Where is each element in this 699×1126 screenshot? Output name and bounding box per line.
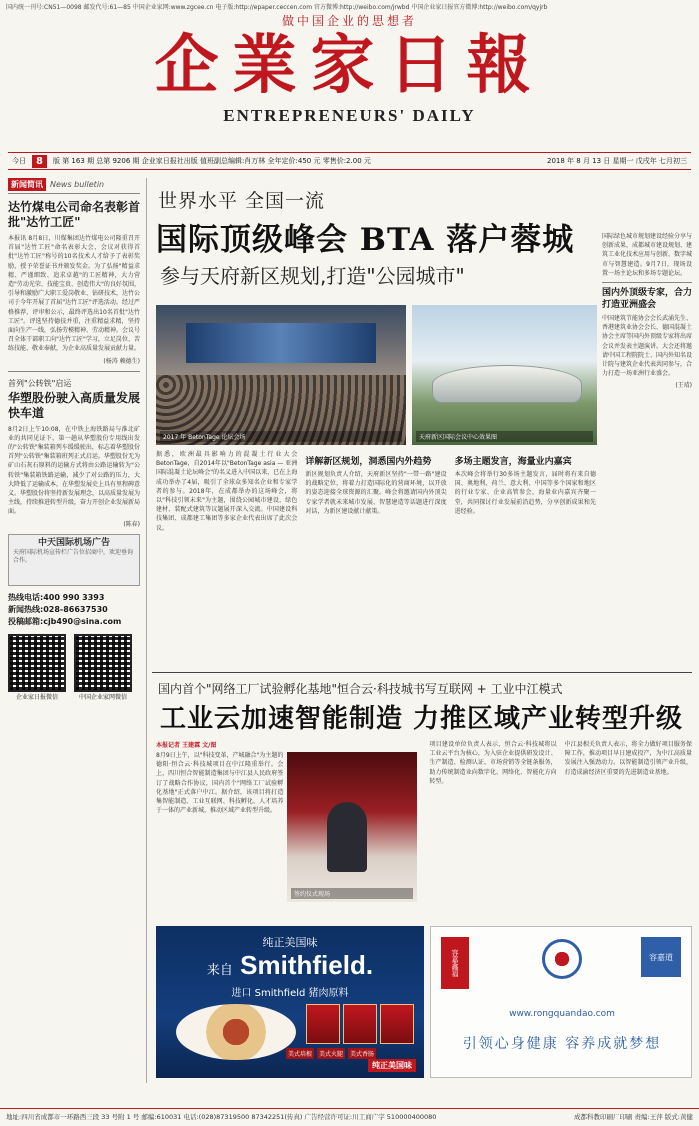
qr-codes — [8, 634, 140, 701]
speaker-figure — [327, 802, 367, 872]
story2-col1-text: 8月9日上午，以"科技变革，产城融合"为主题的德阳·恒合云·科技城项目在中江隆重举行。会上，四川恒合智能制造集团与中江县人民政府签订了战略合作协议，国内首个"网络工厂试验孵化基地"正式落户中江。据介绍，该项目将打造集智能制造、工业互联网、科技孵化、人才培养于一体的产业新城，推动区域产业转型升级。 — [156, 752, 284, 815]
bulletin-story1-title[interactable]: 达竹煤电公司命名表彰首批"达竹工匠" — [8, 200, 140, 229]
rongquandao-ad[interactable] — [430, 926, 692, 1078]
building-render-photo[interactable] — [412, 305, 597, 445]
ad-tagline: 纯正美国味 — [262, 936, 318, 949]
lead-col2-text: 新区规划负责人介绍，天府新区坚持"一带一路"建设的战略定位，将着力打造国际化的营商环境，以开放的姿态迎接全球资源的汇聚。峰会将邀请国内外顶尖专家学者就未来城市发展、智慧建造等话题进行深度对话，为新区建设献计献策。 — [305, 471, 447, 515]
qr-code-icon[interactable] — [74, 634, 132, 692]
footer — [0, 1108, 699, 1126]
ad-brand: Smithfield. — [240, 950, 374, 980]
stage-screen — [186, 323, 376, 363]
lead-col-2 — [305, 450, 446, 668]
story2-col4-text: 中江县相关负责人表示，将全力做好项目服务保障工作，推动项目早日建成投产，为中江高质量发展注入强劲动力。以智能制造引领产业升级，打造成渝经济区重要的先进制造业基地。 — [564, 741, 692, 776]
story2-author: 本报记者 王建霖 文/图 — [156, 742, 217, 749]
lead-col-1 — [156, 450, 297, 668]
divider — [8, 371, 140, 372]
smithfield-ad[interactable] — [156, 926, 424, 1078]
email: 投稿邮箱:cjb490@sina.com — [8, 616, 122, 626]
story2-col3-text: 项目建设单位负责人表示，恒合云·科技城将以工业云平台为核心，为入驻企业提供研发设计、生产制造、检测认证、市场营销等全链条服务，助力传统制造业向数字化、网络化、智能化方向转型。 — [429, 741, 557, 785]
lead-body-columns — [156, 450, 596, 668]
package-icon — [380, 1004, 414, 1044]
story2-col-3 — [429, 740, 556, 925]
issue-info: 版 第 163 期 总第 9206 期 企业家日报社出版 值班副总编辑:肖万林 全年定价:450 元 零售价:2.00 元 — [52, 157, 371, 165]
bulletin-story1-body: 本报讯 8月8日，川煤集团达竹煤电公司隆重召开首届"达竹工匠"命名表彰大会，会议对获得首批"达竹工匠"称号的10名技术人才给予了表彰奖励，授予荣誉证书并颁发奖金。为了弘扬"精益求精、严谨细致、追求卓越"的工匠精神，大力营造"劳动光荣、技能宝贵、创造伟大"的良好氛围，引导和激励广大职工爱岗敬业、钻研技术，达竹公司于今年开展了首届"达竹工匠"评选活动。经过严格推荐、评审和公示，最终评选出10名首批"达竹工匠"。评选坚持德技并重，注重精益求精，坚持面向生产一线，弘扬劳模精神、劳动精神。会议号召全体干部职工向"达竹工匠"学习，立足岗位、苦练技能、敬业奉献，为企业高质量发展贡献力量。 — [8, 235, 140, 353]
story2-kicker: 国内首个"网络工厂试验孵化基地"恒合云·科技城书写互联网 + 工业中江模式 — [158, 682, 563, 696]
lead-kicker: 世界水平 全国一流 — [158, 190, 326, 212]
lead-col1-text: 据悉，欧洲最具影响力的混凝土行业大会BetonTage，自2014年以"BetonTage asia — 亚洲国际混凝土论坛峰会"的名义进入中国以来，已在上海成功举办了4届，吸引了全球众多知名企业和专家学者的参与。2018年，在成都举办的这场峰会，将以"科技引领未来"为主题，围绕公园城市建设、绿色建材、装配式建筑等议题展开深入交流。中国建设科技集团、成都建工集团等多家企业代表出席了此次会议。 — [156, 451, 298, 532]
left-column — [8, 178, 140, 1083]
brand-logo-icon — [542, 939, 582, 979]
lead-right-intro: 国际绿色城市规划建设经验分享与创新成果，成都城市建设规划、建筑工业化技术应用与创新，数字城市与智慧建造。9月7日，现场设置一场主论坛和多场专题论坛。 — [602, 233, 692, 277]
photo-caption: 2017 年 BetonTage 论坛会场 — [160, 431, 402, 442]
small-ad-title: 中天国际机场广告 — [37, 537, 110, 548]
product-tag: 美式培根 — [286, 1048, 314, 1059]
ad-url[interactable]: www.rongquandao.com — [509, 1009, 615, 1019]
building-shape — [432, 365, 582, 403]
masthead-english: ENTREPRENEURS' DAILY — [223, 106, 476, 125]
masthead-logo: 企業家日報 — [154, 28, 545, 103]
hotline: 热线电话:400 990 3393 — [8, 592, 105, 602]
ad-slogan-badge: 纯正美国味 — [368, 1059, 416, 1072]
footer-address: 地址:四川省成都市一环路西三段 33 号附 1 号 邮编:610031 电话:(028)87319500 87342251(传真) 广告经营许可证:川工商广字 510000400080 — [6, 1113, 437, 1121]
ad-product-line: 进口 Smithfield 猪肉原料 — [231, 988, 349, 999]
story2-columns — [156, 740, 692, 925]
food-plate-icon — [176, 1004, 296, 1060]
column-divider — [146, 178, 147, 1083]
story2-col-1 — [156, 740, 283, 925]
lead-byline: (王靖) — [675, 382, 692, 390]
package-icon — [306, 1004, 340, 1044]
lead-right-column — [602, 232, 692, 667]
lead-col3-text: 本次峰会将举行30多场主题发言，届时将有来自德国、奥地利、荷兰、意大利、中国等多个国家和地区的行业专家、企业高管参会，海量业内嘉宾齐聚一堂，共同探讨行业发展前沿趋势，分享创新成果和先进经验。 — [454, 471, 596, 515]
story-divider — [152, 672, 692, 673]
small-ad-body: 天府国际机场宣传栏广告位招商中，欢迎垂询合作。 — [13, 548, 134, 564]
qr-code-icon[interactable] — [8, 634, 66, 692]
product-tag: 美式香肠 — [348, 1048, 376, 1059]
small-ad — [8, 534, 140, 586]
photo-caption: 天府新区国际会议中心效果图 — [416, 431, 593, 442]
product-tag: 美式火腿 — [317, 1048, 345, 1059]
lead-col-3 — [455, 450, 596, 668]
seal-stamp-right: 容嘉道 — [641, 937, 681, 977]
lead-right-subhead: 国内外顶级专家，合力打造亚洲盛会 — [602, 282, 692, 311]
bulletin-story2-kicker: 首列"公转铁"启运 — [8, 378, 72, 388]
top-info-bar: 国内统一刊号:CN51—0098 邮发代号:61—85 中国企业家网:www.zgcee.cn 电子版:http://epaper.ceccen.com 官方微博:http://weibo.com/jrwbd 中国企业家日报官方微博:http://weibo.com/qyjrb — [6, 4, 548, 11]
footer-credits: 成都科教印刷厂印刷 责编:王萍 版式:黄健 — [573, 1113, 693, 1121]
section-title-en: News bulletin — [50, 180, 105, 189]
news-hotline: 新闻热线:028-86637530 — [8, 604, 108, 614]
product-tags — [286, 1048, 376, 1059]
seal-stamp-left: 容嘉鑫福 — [441, 937, 469, 989]
section-title: 新闻简讯 — [8, 178, 46, 191]
bulletin-story2-title[interactable]: 华塑股份驶入高质量发展快车道 — [8, 390, 140, 420]
lead-col2-subhead: 详解新区规划，洞悉国内外趋势 — [305, 457, 432, 467]
page-number-badge: 8 — [32, 155, 47, 168]
issue-date: 2018 年 8 月 13 日 星期一 戊戌年 七月初三 — [547, 157, 687, 165]
contact-info — [8, 592, 140, 628]
bulletin-story1-byline: (杨涛 赖德生) — [103, 357, 140, 365]
package-icon — [343, 1004, 377, 1044]
conference-photo[interactable] — [156, 305, 406, 445]
news-bulletin-header — [8, 178, 140, 194]
lead-headline[interactable]: 国际顶级峰会 BTA 落户蓉城 — [156, 222, 575, 258]
qr-label: 中国企业家网微信 — [78, 693, 127, 701]
ad-brand-line — [156, 950, 424, 981]
product-packages — [306, 1004, 414, 1044]
signing-ceremony-photo[interactable] — [287, 752, 417, 902]
bulletin-story2-body: 8月2日上午10:08，在中铁上海铁路局与淮北矿业的共同见证下，第一趟从华塑股份专用线出发的"公转铁"集装箱列车缓缓驶出，标志着华塑股份首列"公转铁"集装箱班列正式启运。华塑股份无为矿山石灰石原料的运输方式将由公路运输转为"公转铁"集装箱铁路运输，减少了对公路的压力，大大降低了运输成本，在华塑发展史上具有里程碑意义。华塑股份将坚持新发展理念，以高质量发展为主线，持续推进转型升级，奋力开创企业发展新局面。 — [8, 425, 140, 516]
lead-col3-subhead: 多场主题发言，海量业内嘉宾 — [454, 457, 572, 467]
slogan: 做中国企业的思想者 — [281, 14, 417, 28]
ad-from-label: 来自 — [206, 963, 233, 978]
lead-subhead: 参与天府新区规划,打造"公园城市" — [160, 264, 465, 288]
issue-bar — [8, 152, 691, 170]
today-label: 今日 — [12, 157, 26, 165]
story2-headline[interactable]: 工业云加速智能制造 力推区域产业转型升级 — [160, 704, 684, 734]
lead-right-body: 中国建筑节能协会会长武涌先生、香港建筑业协会会长、德国混凝土协会主席等国内外顶级专家将出席会议并发表主题演讲。大会还将邀请中国工程院院士、国内外知名设计院与建筑企业代表共同参与，合力打造一场亚洲行业盛会。 — [602, 315, 692, 378]
ad-motto: 引领心身健康 容养成就梦想 — [462, 1036, 662, 1052]
story2-col-4 — [565, 740, 692, 925]
bulletin-story2-byline: (陈春) — [123, 520, 140, 528]
photo-caption: 签约仪式现场 — [291, 888, 413, 899]
qr-label: 企业家日报微信 — [15, 693, 58, 701]
